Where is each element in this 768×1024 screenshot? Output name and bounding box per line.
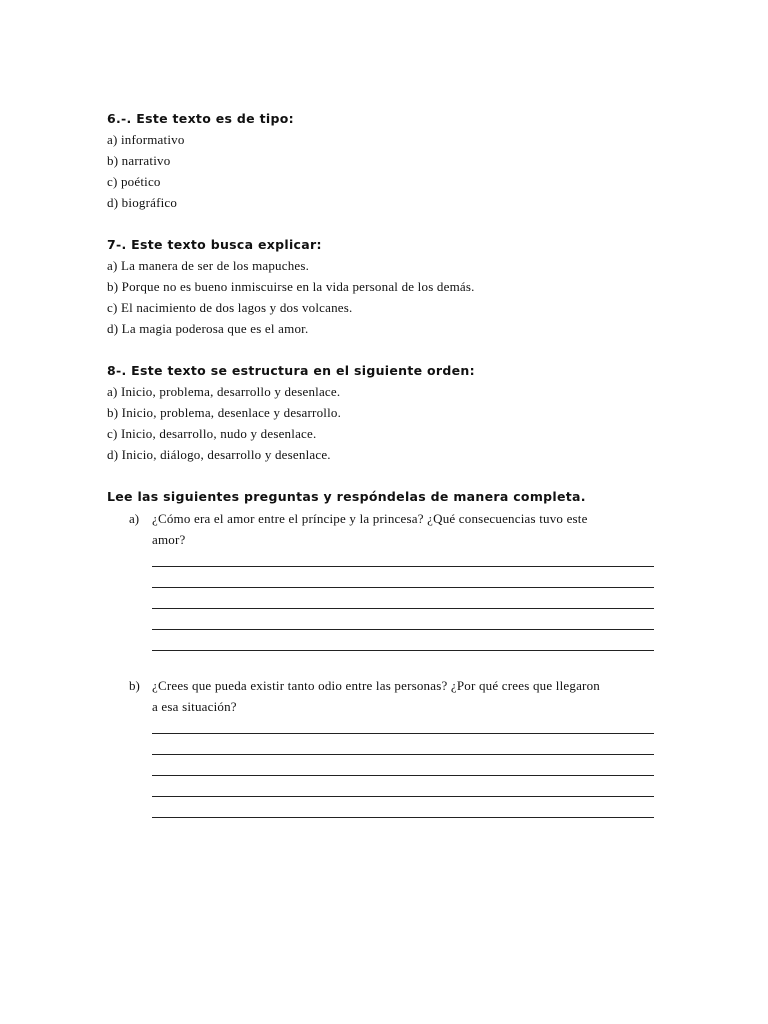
question-7-option-b: b) Porque no es bueno inmiscuirse en la vida personal de los demás. bbox=[107, 279, 475, 294]
answer-line-b-4[interactable] bbox=[152, 796, 654, 797]
answer-line-a-5[interactable] bbox=[152, 650, 654, 651]
answer-line-b-3[interactable] bbox=[152, 775, 654, 776]
question-6-title: 6.-. Este texto es de tipo: bbox=[107, 111, 294, 126]
question-6-option-c: c) poético bbox=[107, 174, 161, 189]
question-7-option-d: d) La magia poderosa que es el amor. bbox=[107, 321, 309, 336]
question-8-option-c: c) Inicio, desarrollo, nudo y desenlace. bbox=[107, 426, 317, 441]
question-8-title: 8-. Este texto se estructura en el siguiente orden: bbox=[107, 363, 475, 378]
answer-line-b-1[interactable] bbox=[152, 733, 654, 734]
open-question-a-line1: ¿Cómo era el amor entre el príncipe y la princesa? ¿Qué consecuencias tuvo este bbox=[152, 511, 588, 526]
question-7-option-c: c) El nacimiento de dos lagos y dos volcanes. bbox=[107, 300, 353, 315]
answer-line-a-4[interactable] bbox=[152, 629, 654, 630]
question-6-option-a: a) informativo bbox=[107, 132, 185, 147]
open-question-a-line2: amor? bbox=[152, 532, 186, 547]
answer-line-a-3[interactable] bbox=[152, 608, 654, 609]
question-7-option-a: a) La manera de ser de los mapuches. bbox=[107, 258, 310, 273]
question-8-option-a: a) Inicio, problema, desarrollo y desenlace. bbox=[107, 384, 341, 399]
open-question-b-line1: ¿Crees que pueda existir tanto odio entre las personas? ¿Por qué crees que llegaron bbox=[152, 678, 600, 693]
question-6-option-d: d) biográfico bbox=[107, 195, 178, 210]
answer-line-a-2[interactable] bbox=[152, 587, 654, 588]
question-6-option-b: b) narrativo bbox=[107, 153, 171, 168]
open-question-b-marker: b) bbox=[129, 678, 140, 693]
open-question-a-marker: a) bbox=[129, 511, 140, 526]
answer-line-b-5[interactable] bbox=[152, 817, 654, 818]
open-question-b-line2: a esa situación? bbox=[152, 699, 237, 714]
answer-line-a-1[interactable] bbox=[152, 566, 654, 567]
answer-line-b-2[interactable] bbox=[152, 754, 654, 755]
question-8-option-d: d) Inicio, diálogo, desarrollo y desenlace. bbox=[107, 447, 331, 462]
open-section-heading: Lee las siguientes preguntas y respóndelas de manera completa. bbox=[107, 489, 586, 504]
question-7-title: 7-. Este texto busca explicar: bbox=[107, 237, 322, 252]
question-8-option-b: b) Inicio, problema, desenlace y desarrollo. bbox=[107, 405, 342, 420]
